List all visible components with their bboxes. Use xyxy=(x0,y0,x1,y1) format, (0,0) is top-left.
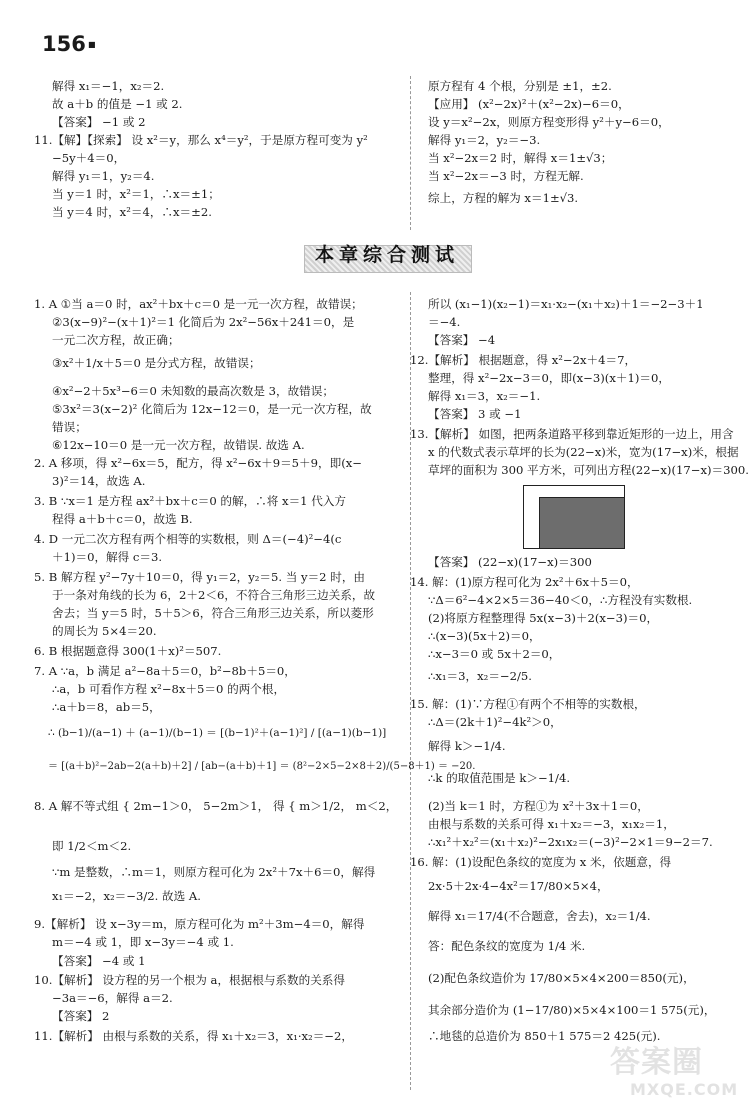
left-line-27: ∵m 是整数，∴m＝1，则原方程可化为 2x²＋7x＋6＝0，解得 xyxy=(52,865,376,879)
top-right-line-7: 综上，方程的解为 x＝1±√3. xyxy=(428,191,579,205)
watermark-logo: 答案圈 xyxy=(610,1045,703,1080)
top-right-line-2: 【应用】 (x²−2x)²＋(x²−2x)−6＝0， xyxy=(428,97,630,111)
left-line-3: 一元二次方程，故正确； xyxy=(52,333,180,347)
top-left-line-1: 解得 x₁＝−1，x₂＝2. xyxy=(52,79,165,93)
lawn-area xyxy=(539,497,624,548)
top-left-line-7: 当 y＝1 时，x²＝1，∴x＝±1； xyxy=(52,187,220,201)
left-line-34: 【答案】 2 xyxy=(52,1009,110,1023)
page-number: 156 xyxy=(42,32,86,56)
top-left-line-2: 故 a＋b 的值是 −1 或 2. xyxy=(52,97,183,111)
left-line-30: m＝−4 或 1，即 x−3y＝−4 或 1. xyxy=(52,935,234,949)
right-line-16: ∴x−3＝0 或 5x＋2＝0， xyxy=(428,647,561,661)
left-line-7: 错误； xyxy=(52,420,87,434)
left-line-26: 即 1/2＜m＜2. xyxy=(52,839,132,853)
right-line-27: 解得 x₁＝17/4(不合题意，舍去)，x₂＝1/4. xyxy=(428,909,651,923)
page-mark: ■ xyxy=(88,40,96,49)
right-line-29: (2)配色条纹造价为 17/80×5×4×200＝850(元)， xyxy=(428,971,695,985)
left-line-21: ∴a，b 可看作方程 x²−8x＋5＝0 的两个根， xyxy=(52,682,286,696)
right-line-15: ∴(x−3)(5x＋2)＝0， xyxy=(428,629,541,643)
right-line-4: 12.【解析】 根据题意，得 x²−2x＋4＝7， xyxy=(410,353,637,367)
right-line-20: 解得 k＞−1/4. xyxy=(428,739,506,753)
left-line-10: 3)²＝14，故选 A. xyxy=(52,474,146,488)
left-line-19: 6. B 根据题意得 300(1＋x)²＝507. xyxy=(34,644,222,658)
top-right-line-3: 设 y＝x²−2x，则原方程变形得 y²＋y−6＝0， xyxy=(428,115,670,129)
left-line-17: 舍去；当 y＝5 时，5＋5＞6，符合三角形三边关系，所以菱形 xyxy=(52,606,374,620)
left-line-15: 5. B 解方程 y²−7y＋10＝0，得 y₁＝2，y₂＝5. 当 y＝2 时，由 xyxy=(34,570,366,584)
right-line-11: 【答案】 (22−x)(17−x)＝300 xyxy=(428,555,592,569)
left-line-14: ＋1)＝0，解得 c＝3. xyxy=(52,550,163,564)
left-line-24: ＝ [(a＋b)²−2ab−2(a＋b)＋2] / [ab−(a＋b)＋1] ＝ (8²−2×5−2×8＋2)/(5−8＋1) ＝ −20. xyxy=(48,761,476,772)
right-line-7: 【答案】 3 或 −1 xyxy=(428,407,522,421)
left-line-12: 程得 a＋b＋c＝0，故选 B. xyxy=(52,512,193,526)
right-line-2: ＝−4. xyxy=(428,315,461,329)
section-title: 本章综合测试 xyxy=(314,244,459,266)
right-line-14: (2)将原方程整理得 5x(x−3)＋2(x−3)＝0， xyxy=(428,611,659,625)
right-line-23: 由根与系数的关系可得 x₁＋x₂＝−3，x₁x₂＝1， xyxy=(428,817,675,831)
right-line-8: 13.【解析】 如图，把两条道路平移到靠近矩形的一边上，用含 xyxy=(410,427,734,441)
right-line-17: ∴x₁＝3，x₂＝−2/5. xyxy=(428,669,532,683)
left-line-8: ⑥12x−10＝0 是一元一次方程，故错误. 故选 A. xyxy=(52,438,305,452)
left-line-23: ∴ (b−1)/(a−1) ＋ (a−1)/(b−1) ＝ [(b−1)²＋(a−1)²] / [(a−1)(b−1)] xyxy=(48,727,387,739)
left-line-35: 11.【解析】 由根与系数的关系，得 x₁＋x₂＝3，x₁·x₂＝−2， xyxy=(34,1029,353,1043)
right-line-24: ∴x₁²＋x₂²＝(x₁＋x₂)²−2x₁x₂＝(−3)²−2×1＝9−2＝7. xyxy=(428,835,713,849)
right-line-9: x 的代数式表示草坪的长为(22−x)米，宽为(17−x)米，根据 xyxy=(428,445,739,459)
left-line-32: 10.【解析】 设方程的另一个根为 a，根据根与系数的关系得 xyxy=(34,973,345,987)
right-line-31: ∴地毯的总造价为 850＋1 575＝2 425(元). xyxy=(428,1029,661,1043)
left-line-18: 的周长为 5×4＝20. xyxy=(52,624,157,638)
top-left-line-6: 解得 y₁＝1，y₂＝4. xyxy=(52,169,155,183)
left-line-5: ④x²−2＋5x³−6＝0 未知数的最高次数是 3，故错误； xyxy=(52,384,334,398)
right-line-26: 2x·5＋2x·4−4x²＝17/80×5×4， xyxy=(428,879,609,893)
left-line-9: 2. A 移项，得 x²−6x＝5，配方，得 x²−6x＋9＝5＋9，即(x− xyxy=(34,456,362,470)
right-line-3: 【答案】 −4 xyxy=(428,333,496,347)
right-line-28: 答：配色条纹的宽度为 1/4 米. xyxy=(428,939,586,953)
left-line-31: 【答案】 −4 或 1 xyxy=(52,954,146,968)
main-column-divider xyxy=(410,292,411,1090)
left-line-16: 于一条对角线的长为 6，2＋2＜6，不符合三角形三边关系，故 xyxy=(52,588,376,602)
top-right-line-6: 当 x²−2x＝−3 时，方程无解. xyxy=(428,169,584,183)
right-line-18: 15. 解：(1)∵方程①有两个不相等的实数根， xyxy=(410,697,646,711)
top-column-divider xyxy=(410,76,411,230)
right-line-30: 其余部分造价为 (1−17/80)×5×4×100＝1 575(元)， xyxy=(428,1003,716,1017)
left-line-11: 3. B ∵x＝1 是方程 ax²＋bx＋c＝0 的解，∴将 x＝1 代入方 xyxy=(34,494,347,508)
left-line-2: ②3(x−9)²−(x＋1)²＝1 化简后为 2x²−56x＋241＝0，是 xyxy=(52,315,355,329)
top-right-line-1: 原方程有 4 个根，分别是 ±1，±2. xyxy=(428,79,612,93)
right-line-12: 14. 解：(1)原方程可化为 2x²＋6x＋5＝0， xyxy=(410,575,639,589)
top-left-line-3: 【答案】 −1 或 2 xyxy=(52,115,146,129)
left-line-1: 1. A ①当 a＝0 时，ax²＋bx＋c＝0 是一元一次方程，故错误； xyxy=(34,297,363,311)
top-right-line-5: 当 x²−2x＝2 时，解得 x＝1±√3； xyxy=(428,151,613,165)
left-line-22: ∴a＋b＝8，ab＝5， xyxy=(52,700,161,714)
right-line-25: 16. 解：(1)设配色条纹的宽度为 x 米，依题意，得 xyxy=(410,855,672,869)
top-left-line-4: 11.【解】【探索】 设 x²＝y，那么 x⁴＝y²，于是原方程可变为 y² xyxy=(34,133,368,147)
right-line-13: ∵Δ＝6²−4×2×5＝36−40＜0，∴方程没有实数根. xyxy=(428,593,693,607)
left-line-13: 4. D 一元二次方程有两个相等的实数根，则 Δ＝(−4)²−4(c xyxy=(34,532,342,546)
top-left-line-5: −5y＋4＝0， xyxy=(52,151,126,165)
watermark-url: MXQE.COM xyxy=(630,1080,739,1099)
right-line-1: 所以 (x₁−1)(x₂−1)＝x₁·x₂−(x₁＋x₂)＋1＝−2−3＋1 xyxy=(428,297,704,311)
left-line-4: ③x²＋1/x＋5＝0 是分式方程，故错误； xyxy=(52,356,261,370)
top-right-line-4: 解得 y₁＝2，y₂＝−3. xyxy=(428,133,541,147)
left-line-6: ⑤3x²＝3(x−2)² 化简后为 12x−12＝0，是一元一次方程，故 xyxy=(52,402,372,416)
right-line-6: 解得 x₁＝3，x₂＝−1. xyxy=(428,389,541,403)
right-line-22: (2)当 k＝1 时，方程①为 x²＋3x＋1＝0， xyxy=(428,799,649,813)
right-line-19: ∴Δ＝(2k＋1)²−4k²＞0， xyxy=(428,715,562,729)
left-line-25: 8. A 解不等式组 { 2m−1＞0， 5−2m＞1， 得 { m＞1/2， m＜2， xyxy=(34,799,398,813)
left-line-33: −3a＝−6，解得 a＝2. xyxy=(52,991,173,1005)
right-line-21: ∴k 的取值范围是 k＞−1/4. xyxy=(428,771,571,785)
left-line-28: x₁＝−2，x₂＝−3/2. 故选 A. xyxy=(52,889,201,903)
top-left-line-8: 当 y＝4 时，x²＝4，∴x＝±2. xyxy=(52,205,212,219)
left-line-29: 9.【解析】 设 x−3y＝m，原方程可化为 m²＋3m−4＝0，解得 xyxy=(34,917,365,931)
left-line-20: 7. A ∵a，b 满足 a²−8a＋5＝0，b²−8b＋5＝0， xyxy=(34,664,296,678)
right-line-5: 整理，得 x²−2x−3＝0，即(x−3)(x＋1)＝0， xyxy=(428,371,670,385)
right-line-10: 草坪的面积为 300 平方米，可列出方程(22−x)(17−x)＝300. xyxy=(428,463,749,477)
